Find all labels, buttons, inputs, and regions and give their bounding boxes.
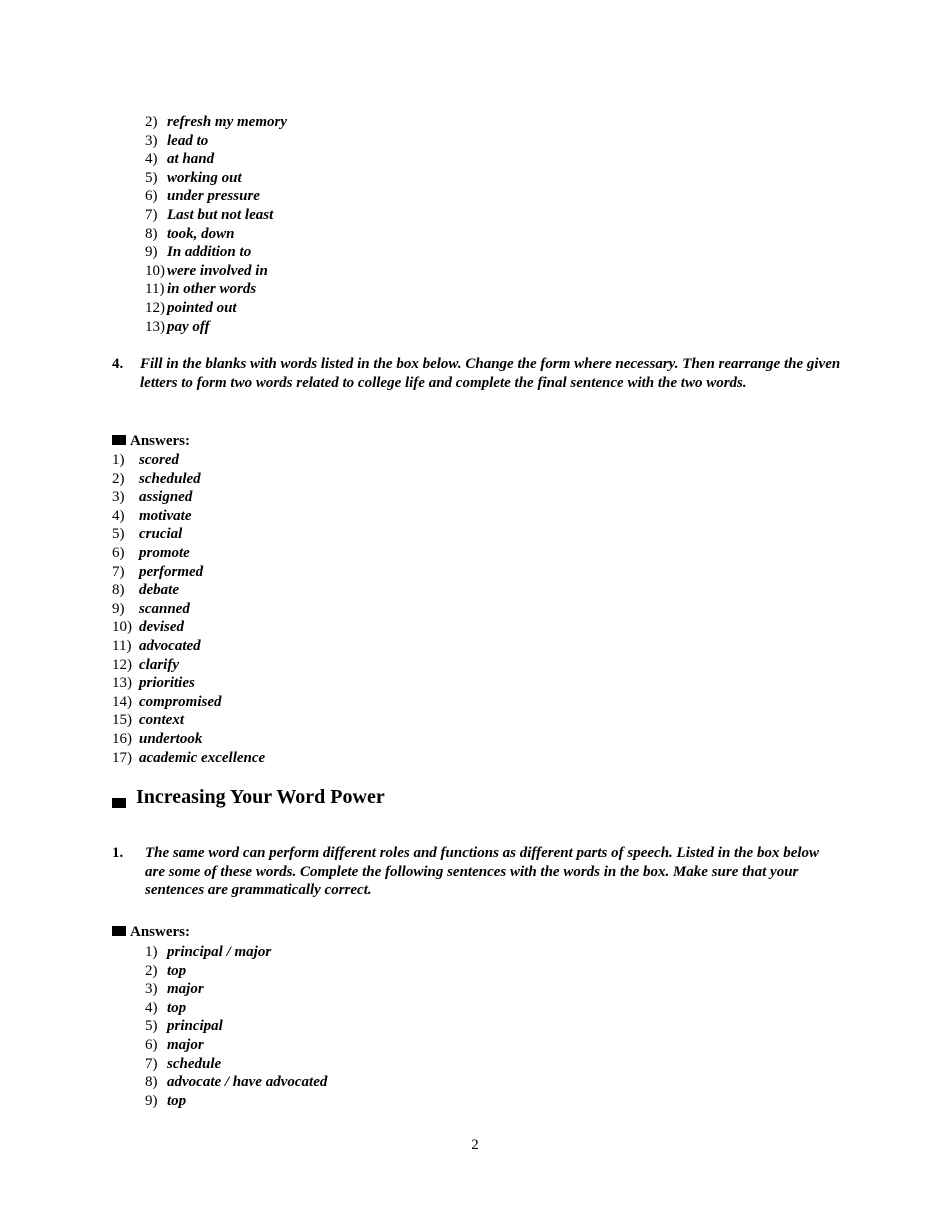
section-heading: Increasing Your Word Power [112, 784, 385, 810]
answer-list [112, 451, 265, 767]
list-item: 6) major [145, 1036, 204, 1053]
list-item: 4) at hand [145, 151, 215, 168]
square-bullet-icon [112, 798, 126, 808]
list-item: 13) pay off [145, 318, 210, 335]
exercise-text: The same word can perform different roles and functions as different parts of speech. Listed in the box below are some of these words. Complete the following sentences with the words in the box. Make sure that your sentences are grammatically correct. [145, 845, 820, 899]
exercise-number: 1. [112, 845, 124, 861]
list-item: 3) major [145, 981, 204, 998]
list-item: 17) academic excellence [112, 749, 266, 766]
exercise-1-instruction [112, 844, 842, 900]
list-item: 9) top [145, 1092, 187, 1109]
list-item: 8) debate [112, 582, 179, 599]
list-item: 14) compromised [112, 693, 222, 710]
list-item: 2) top [145, 962, 187, 979]
answer-list [145, 943, 327, 1110]
list-item: 16) undertook [112, 730, 203, 747]
square-bullet-icon [112, 926, 126, 936]
page-number: 2 [471, 1137, 479, 1153]
list-item: 1) scored [112, 452, 179, 468]
list-item: 10) devised [112, 619, 184, 636]
list-item: 11) advocated [112, 637, 201, 654]
list-item: 7) schedule [145, 1055, 222, 1072]
list-item: 5) crucial [112, 526, 183, 543]
exercise-4-instruction [112, 355, 842, 392]
list-item: 12) pointed out [145, 299, 237, 316]
list-item: 9) In addition to [145, 244, 252, 261]
exercise-text: Fill in the blanks with words listed in the box below. Change the form where necessary. Then rearrange the given letters to form two words related to college life and complete the final sentence with the two words. [140, 356, 841, 391]
square-bullet-icon [112, 435, 126, 445]
list-item: 3) lead to [145, 132, 209, 149]
list-item: 12) clarify [112, 656, 179, 673]
answers-heading: Answers: [112, 432, 190, 450]
list-item: 15) context [112, 712, 184, 729]
list-item: 9) scanned [112, 600, 190, 617]
list-item: 10) were involved in [145, 262, 268, 279]
list-item: 7) performed [112, 563, 204, 580]
list-item: 1) principal / major [145, 944, 272, 960]
list-item: 2) scheduled [112, 470, 201, 487]
list-item: 8) advocate / have advocated [145, 1074, 328, 1091]
list-item: 2) refresh my memory [145, 114, 287, 130]
list-item: 6) under pressure [145, 188, 260, 205]
list-item: 5) working out [145, 169, 242, 186]
list-item: 3) assigned [112, 489, 193, 506]
list-item: 4) top [145, 999, 187, 1016]
list-item: 11) in other words [145, 281, 257, 298]
list-item: 8) took, down [145, 225, 235, 242]
list-item: 7) Last but not least [145, 206, 274, 223]
list-item: 5) principal [145, 1018, 223, 1035]
list-item: 13) priorities [112, 675, 195, 692]
exercise-number: 4. [112, 356, 124, 372]
list-item: 6) promote [112, 544, 190, 561]
list-item: 4) motivate [112, 507, 192, 524]
answer-list-continued [145, 113, 287, 336]
answers-heading: Answers: [112, 923, 190, 941]
